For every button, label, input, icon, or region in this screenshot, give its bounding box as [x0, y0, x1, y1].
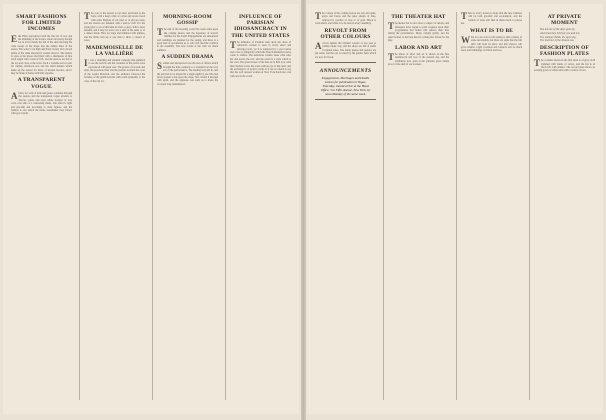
- article-body: Afancy for veils of tulle and gauze continues through the season, and the transparent vogue extends to sleeves, yokes and even whole bodices of lace worn over silk of a contrasting shade. The effect is light and graceful and becoming to most figures, and the fashion is one which the home dressmaker may follow with good result.: [11, 90, 72, 116]
- left-column-1: [11, 12, 72, 400]
- headline: DESCRIPTION OF FASHION PLATES: [539, 44, 590, 57]
- article-body: It was a charming and talented company that gathered to see the revival, and the costumes of the period were reproduced with great care. The gowns of brocade and satin, the powdered hair and the patches recalled the court of the Grand Monarch, and the audience followed the fortunes of the gentle heroine with warm sympathy to the close of the last act.: [84, 58, 145, 83]
- headline: REVOLT FROM OTHER COLOURS: [320, 27, 371, 40]
- article-body: Ethe Filler reproduced with the fine bit of lace and the trimming of the bodice, smart and pretty though not in all its detail, the fall of the skirt showing the wide sweep of the shape and the simple lines of the sleeve. The waist is cut high and fitted closely and a broad girdle of the same material is wound about it. The bodice is open at the throat and filled with a chemisette of fine lawn edged with a narrow frill, and the sleeves are full at the top and close at the wrist. Such a costume serves well for calling, afternoon teas and the small dinners which make up the season for those of modest income, and it may be made at home with little expense.: [11, 33, 72, 76]
- headline: LABOR AND ART: [395, 44, 442, 51]
- right-column-4: [529, 12, 595, 400]
- spread-gutter: [301, 0, 306, 420]
- left-page: [3, 4, 299, 414]
- article-body: There is every reason to hope that the new fashions will be both graceful and economical, and the woman of taste will find in them much to please her.: [461, 12, 522, 26]
- left-page-columns: [11, 12, 291, 400]
- article-body: The coat of the season is cut short and fitted at the back, with a deep collar of velvet and revers faced with satin. Buttons of cut steel or of gilt are used, and the sleeves are finished with a narrow cuff. For the young girl a coat of this kind in fawn or grey cloth is most suitable, and it may be worn over a skirt of the same or of a darker shade. Hats are large and trimmed with plumes, and the brims turn up at one side to show a cluster of roses.: [84, 12, 145, 43]
- article-body: The union of labor and art is shown in the fine needlework and lace of the present day, and the exhibition now open at the galleries gives ample proof of the skill of our workers.: [388, 51, 449, 67]
- announcements-notice: [315, 62, 376, 100]
- article-body: The influence of Parisian taste upon the dress of American women is seen in every street and drawing room, yet it is tempered by a good sense and a love of simplicity which the French themselves have come to admire. The American woman takes what suits her and leaves the rest, and the result is a style which is her own. The great houses of the Rue de la Paix now send their models across the water with an eye to this taste, and the exchange is of profit to both. It is not too much to say that the well dressed woman of New York holds her own with any in the world.: [230, 39, 291, 78]
- article-body: The theater hat is once more a subject of debate, and managers have begun to print requests upon their programmes that ladies will remove their hats during the performance. Many comply gladly, and the small bonnet or the bare head is coming into favour for the play.: [388, 21, 449, 43]
- right-page-columns: [315, 12, 595, 400]
- article-body: The costume shown in the first plate is of grey cloth trimmed with bands of velvet, and the hat is of black felt with plumes. The second plate shows an evening gown of white satin with a bodice of lace.: [534, 58, 595, 73]
- headline: A SUDDEN DRAMA: [161, 54, 214, 61]
- left-column-4: [225, 12, 291, 400]
- right-page: [307, 4, 603, 414]
- headline: A TRANSPARENT VOGUE: [17, 77, 66, 90]
- left-column-3: [152, 12, 218, 400]
- headline: AT PRIVATE MOMENT: [547, 14, 582, 27]
- right-column-2: [383, 12, 449, 400]
- right-column-3: [456, 12, 522, 400]
- headline: THE THEATER HAT: [391, 14, 446, 20]
- headline: SMART FASHIONS FOR LIMITED INCOMES: [16, 14, 67, 33]
- article-body: What is to be worn in the spring is still a matter of some uncertainty, but there are signs that the full skirt will hold its place and that sleeves will grow smaller. Light woollens and foulards will be much used, and trimmings of ribbon and lace.: [461, 34, 522, 53]
- headline: WHAT IS TO BE: [469, 27, 514, 34]
- notice-headline: ANNOUNCEMENTS: [319, 68, 372, 75]
- right-column-1: [315, 12, 376, 400]
- article-body: The talk of the morning room this week turns upon the coming dances and the departure of several families for the South. Engagements are announced and weddings are planned for the spring, and there is a good deal of speculation as to who will lead the cotillion at the assembly. The new rooms at the club are much admired.: [157, 27, 218, 52]
- headline: INFLUENCE OF PARISIAN IDIOSANCRACY IN THE UNITED STATES: [231, 14, 290, 39]
- headline: MADEMOISELLE DE LA VALLIÈRE: [85, 44, 144, 57]
- headline: MORNING-ROOM GOSSIP: [163, 14, 212, 27]
- article-body: Sudden and unexpected was the turn of affairs which brought the little company to a standstill on the very eve of the performance. The leading lady fell ill, and the part had to be learned in a single night by one who had never spoken a line upon the stage. She carried it through with spirit, and the applause was such as to make the occasion long remembered.: [157, 61, 218, 86]
- article-body: Arevolt against the brilliant colours of last year is plainly under way, and the shops are full of stuffs in muted tones. The harsh greens and purples are put aside, and the eye is rested by the gentler hues which are now in favour.: [315, 41, 376, 59]
- left-column-2: [79, 12, 145, 400]
- notice-text: Engagements, Marriages and Deaths notices for publication in Vogue, Thursday, should arrive at the Head Office, 3 to Fifth Avenue, New York, by noon Monday of the same week.: [320, 76, 371, 97]
- poem-body: You ask me of the days gone by, And what they held for you and me; The summer fields, the open sky, The murmur of the distant sea.: [540, 28, 581, 43]
- article-body: The colours of the coming season are soft and quiet, greys and fawns and the paler shades of blue, relieved by touches of rose or of gold. Black is worn much, and white is to be seen in every assembly.: [315, 12, 376, 26]
